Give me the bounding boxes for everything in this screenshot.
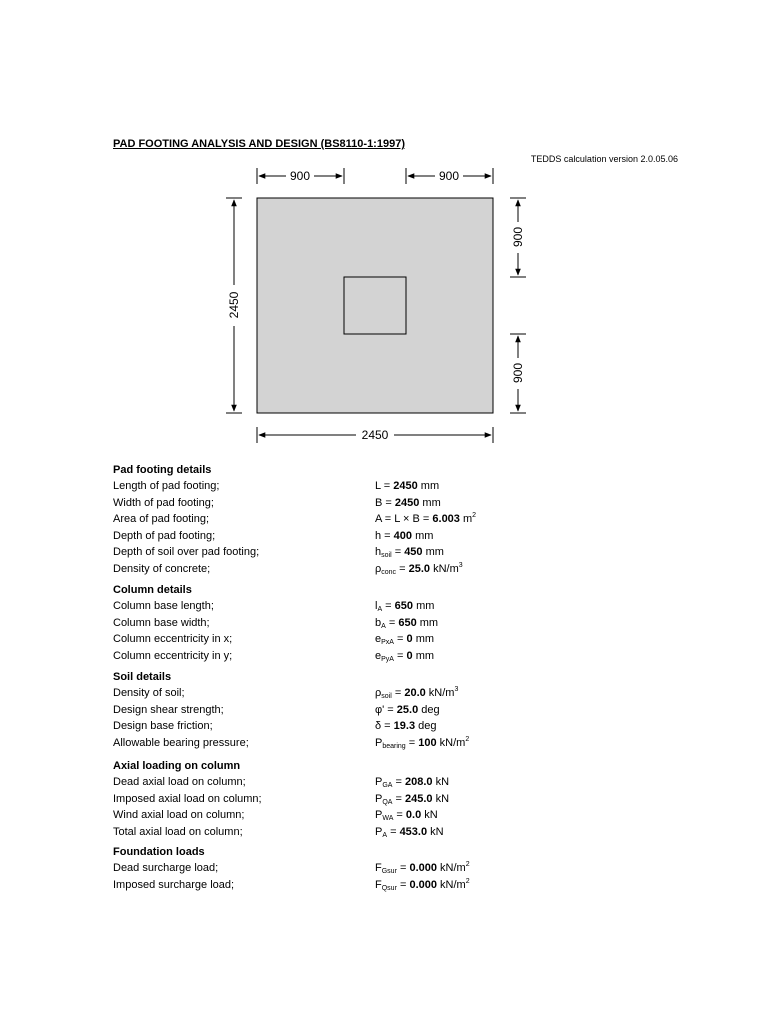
version-text: TEDDS calculation version 2.0.05.06 [530,154,678,164]
symbol: ρ [375,563,382,575]
symbol-subscript: conc [381,569,397,576]
calc-row [113,615,673,631]
calc-row-label: Area of pad footing; [113,513,210,526]
unit-superscript: 3 [458,562,463,569]
calc-row [113,511,673,527]
equation-text: = [385,616,399,629]
calc-row [113,478,673,494]
symbol: P [375,776,383,788]
equation-text: = [384,703,397,716]
calc-row-value [375,495,441,511]
numeric-value: 6.003 [432,513,460,526]
calc-row-value [375,685,458,701]
calc-row [113,718,673,734]
numeric-value: 100 [418,736,437,749]
equation-text: = [391,546,405,559]
calc-row-value [375,735,469,751]
equation-text: = [393,649,407,662]
calc-row-value [375,860,470,876]
calc-row [113,648,673,664]
equation-text: = [391,687,405,699]
numeric-value: 0.0 [405,809,422,822]
unit: mm [413,600,435,612]
calc-row-value [375,648,434,664]
unit: kN/m [436,736,466,749]
unit: kN/m [430,563,459,575]
equation-text: = [396,862,410,874]
numeric-value: 245.0 [405,792,433,805]
unit: kN/m [436,878,466,891]
symbol-subscript: Qsur [381,884,397,892]
left-dimension [226,198,242,413]
calc-row-value [375,718,437,734]
calc-row-value [375,511,476,527]
right-top-dimension [510,198,526,277]
numeric-value: 2450 [393,480,418,492]
calc-row-value [375,702,440,718]
right-top-dim-label: 900 [511,226,525,248]
calc-row [113,702,673,718]
unit-superscript: 2 [465,877,470,885]
calc-row-value [375,807,438,823]
calc-row-label: Dead axial load on column; [113,776,246,788]
symbol: P [375,736,383,749]
symbol-subscript: GA [382,782,393,789]
right-bottom-dim-label: 900 [511,362,525,384]
unit: kN [421,809,438,822]
calc-row [113,807,673,823]
footing-plan-drawing [0,0,768,460]
calc-row-value [375,631,434,647]
equation-text: = [380,480,394,492]
section-heading-foundation: Foundation loads [113,846,205,858]
calc-row-label: Width of pad footing; [113,496,214,509]
symbol: P [375,809,383,822]
calc-row [113,877,673,893]
unit: deg [415,720,437,733]
symbol-subscript: PyA [381,655,394,663]
numeric-value: 400 [393,529,413,542]
column-outline [344,277,406,334]
calc-row-value [375,528,433,544]
calc-row [113,685,673,701]
unit: mm [412,529,434,542]
equation-text: = [382,600,395,612]
calc-row [113,774,673,790]
unit: mm [422,546,444,559]
calc-row-value [375,478,439,494]
unit-superscript: 3 [454,686,459,693]
unit-superscript: 2 [465,735,470,743]
calc-row-label: Column base length; [113,600,214,612]
calc-row-label: Column base width; [113,616,210,629]
symbol: A [375,513,382,526]
numeric-value: 20.0 [404,687,426,699]
section-heading-soil: Soil details [113,671,172,683]
calc-row [113,598,673,614]
symbol: φ' [375,703,385,716]
numeric-value: 0 [406,633,413,646]
calc-row [113,791,673,807]
numeric-value: 208.0 [405,776,433,788]
calc-row-value [375,598,434,614]
calc-row-label: Dead surcharge load; [113,862,219,874]
symbol-subscript: A [382,831,388,839]
unit: kN [432,792,450,805]
section-heading-column: Column details [113,584,192,596]
numeric-value: 0.000 [409,878,437,891]
symbol-subscript: bearing [382,742,406,750]
calc-row-value [375,561,463,577]
symbol: b [375,616,382,629]
numeric-value: 0.000 [409,862,437,874]
calc-row-label: Column eccentricity in y; [113,649,233,662]
right-bottom-dimension [510,334,526,413]
symbol-subscript: soil [381,552,392,560]
symbol-subscript: soil [381,693,392,700]
calc-row [113,824,673,840]
equation-text: = [382,496,395,509]
numeric-value: 650 [394,600,414,612]
symbol: P [375,825,383,838]
equation-text: = [387,825,400,838]
unit: mm [419,496,441,509]
calc-row [113,495,673,511]
unit: deg [418,703,440,716]
equation-text: = [381,720,394,733]
calc-row-value [375,774,449,790]
equation-text: = [393,809,406,822]
symbol: B [375,496,383,509]
calc-row [113,631,673,647]
calc-row-label: Depth of soil over pad footing; [113,546,260,559]
unit: kN [427,825,444,838]
numeric-value: 2450 [394,496,420,509]
numeric-value: 453.0 [399,825,428,838]
equation-text: = [396,878,410,891]
numeric-value: 25.0 [396,703,419,716]
symbol: e [375,633,382,646]
symbol: ρ [375,687,382,699]
symbol: L [375,480,381,492]
page-title: PAD FOOTING ANALYSIS AND DESIGN (BS8110-1:1997) [113,138,405,150]
unit: kN/m [436,862,466,874]
unit: mm [416,616,439,629]
calc-row-label: Length of pad footing; [113,480,220,492]
symbol: l [375,600,378,612]
calc-row-label: Imposed axial load on column; [113,792,262,805]
calc-row-value [375,791,449,807]
symbol-subscript: WA [382,815,394,823]
calc-row-value [375,824,444,840]
symbol: F [375,878,382,891]
unit: mm [417,480,440,492]
symbol-subscript: Gsur [381,868,397,875]
bottom-dimension [257,427,493,443]
symbol-subscript: PxA [381,639,394,647]
calc-row-value [375,544,444,560]
calc-row-value [375,615,438,631]
unit-superscript: 2 [472,512,477,520]
equation-text: = [393,633,407,646]
symbol: F [375,862,382,874]
numeric-value: 25.0 [408,563,431,575]
unit: m [459,513,473,526]
equation-text: = [392,776,406,788]
unit: mm [412,633,435,646]
calc-row [113,561,673,577]
equation-text: = [405,736,419,749]
top-right-dim-label: 900 [438,169,460,183]
symbol: P [375,792,383,805]
calc-row [113,860,673,876]
symbol-subscript: QA [382,798,393,806]
unit: kN/m [425,687,455,699]
numeric-value: 650 [398,616,417,629]
left-dim-label: 2450 [227,291,241,319]
calc-row-label: Imposed surcharge load; [113,878,235,891]
symbol-subscript: A [381,622,386,630]
symbol-subscript: A [377,606,383,613]
symbol: h [375,546,382,559]
top-left-dim-label: 900 [289,169,311,183]
unit: mm [412,649,435,662]
section-heading-axial: Axial loading on column [113,760,241,772]
numeric-value: 19.3 [393,720,416,733]
calc-row-label: Design shear strength; [113,703,224,716]
bottom-dim-label: 2450 [361,428,389,442]
top-left-dimension [257,168,344,184]
numeric-value: 450 [404,546,423,559]
symbol: h [375,529,382,542]
calc-row-label: Density of concrete; [113,563,211,575]
calc-row-label: Wind axial load on column; [113,809,245,822]
equation-text: = [392,792,406,805]
calc-row-value [375,877,470,893]
unit: kN [432,776,450,788]
calc-row [113,735,673,751]
top-right-dimension [406,168,493,184]
equation-text: = L × B = [381,513,433,526]
unit-superscript: 2 [465,861,470,868]
calc-row [113,528,673,544]
equation-text: = [381,529,394,542]
numeric-value: 0 [406,649,413,662]
calc-row-label: Column eccentricity in x; [113,633,233,646]
section-heading-pad: Pad footing details [113,464,212,476]
symbol: e [375,649,382,662]
equation-text: = [396,563,409,575]
calc-row-label: Depth of pad footing; [113,529,216,542]
calc-row [113,544,673,560]
calc-row-label: Design base friction; [113,720,213,733]
symbol: δ [375,720,382,733]
calc-row-label: Density of soil; [113,687,185,699]
calc-row-label: Allowable bearing pressure; [113,736,249,749]
calc-row-label: Total axial load on column; [113,825,243,838]
